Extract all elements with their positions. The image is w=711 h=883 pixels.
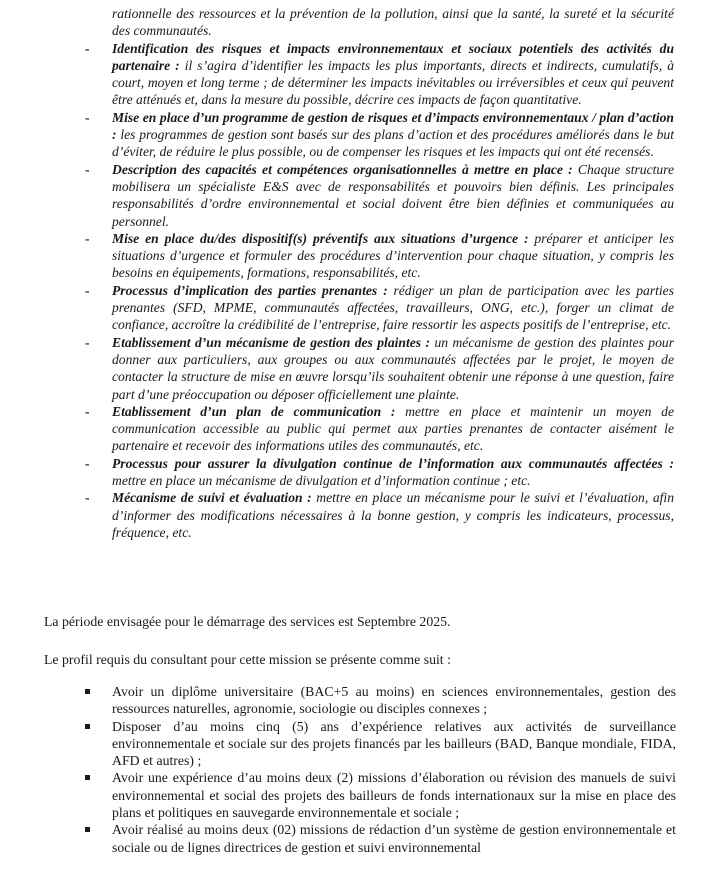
square-bullet-icon	[85, 724, 90, 729]
dash-item-title: Identification des risques et impacts environnementaux et sociaux potentiels des activités du partenaire :	[112, 40, 674, 73]
bullet-item-esms	[80, 821, 676, 856]
dash-item-text: les programmes de gestion sont basés sur des plans d’action et des procédures améliorés dans le but d’éviter, de réduire le plus possible, ou de compenser les risques et les impacts qui ont été recensés.	[112, 127, 674, 160]
bullet-item-text: Avoir un diplôme universitaire (BAC+5 au moins) en sciences environnementales, gestion des ressources naturelles, agronomie, sociologie ou disciples connexes ;	[112, 684, 676, 717]
bullet-item-text: Avoir réalisé au moins deux (02) missions de rédaction d’un système de gestion environnementale et sociale ou de lignes directrices de gestion et suivi environnemental	[112, 822, 676, 855]
dash-marker: -	[85, 282, 90, 298]
square-bullet-icon	[85, 775, 90, 780]
dash-item-title: Etablissement d’un mécanisme de gestion des plaintes :	[112, 334, 431, 350]
dash-marker: -	[85, 109, 90, 125]
dash-item-emergency	[82, 230, 674, 282]
dash-marker: -	[85, 490, 90, 506]
square-bullet-icon	[85, 827, 90, 832]
dash-item-text: un mécanisme de gestion des plaintes pour donner aux particuliers, aux groupes ou aux communautés affectées par le projet, le moyen de contacter la structure de mise en œuvre lorsqu’ils souhaitent obtenir une réponse à une question, faire part d’une préoccupation ou déposer officiellement une plainte.	[112, 334, 674, 402]
dash-marker: -	[85, 403, 90, 419]
dash-item-text: il s’agira d’identifier les impacts les plus importants, directs et indirects, cumulatifs, à court, moyen et long terme ; de déterminer les impacts inévitables ou irréversibles et ceux qui peuvent être atténués et, dans la mesure du possible, décrire ces impacts de façon quantitative.	[112, 57, 675, 108]
dash-marker: -	[85, 334, 90, 350]
dash-marker: -	[85, 161, 90, 177]
period-paragraph: La période envisagée pour le démarrage des services est Septembre 2025.	[44, 614, 451, 629]
dash-item-management-program	[82, 109, 674, 161]
dash-item-communication	[82, 403, 674, 455]
bullet-item-diploma	[80, 683, 676, 718]
bullet-item-manuals	[80, 769, 676, 821]
carryover-text: rationnelle des ressources et la prévention de la pollution, ainsi que la santé, la sureté et la sécurité des communautés.	[112, 6, 674, 39]
dash-marker: -	[85, 230, 90, 246]
bullet-item-experience	[80, 718, 676, 770]
dash-item-title: Etablissement d’un plan de communication :	[112, 403, 396, 419]
dash-item-text: préparer et anticiper les situations d’urgence et formuler des procédures d’intervention pour chaque situation, y compris les besoins en équipements, formations, responsabilités, etc.	[112, 230, 674, 281]
dash-item-stakeholders	[82, 282, 674, 334]
dash-item-text: rédiger un plan de participation avec les parties prenantes (SFD, MPME, communautés affectées, travailleurs, ONG, etc.), forger un climat de confiance, accroître la crédibilité de l’entreprise, faire ressortir les aspects positifs de l’entreprise, etc.	[112, 282, 675, 333]
dash-item-text: mettre en place et maintenir un moyen de communication accessible au public qui permet aux parties prenantes de contacter aisément le partenaire et recevoir des informations utiles des communautés, etc.	[112, 403, 674, 454]
dash-item-title: Processus pour assurer la divulgation continue de l’information aux communautés affectées :	[112, 455, 674, 471]
dash-item-title: Mise en place d’un programme de gestion de risques et d’impacts environnementaux / plan d’action :	[112, 109, 674, 143]
dash-item-text: mettre en place un mécanisme pour le suivi et l’évaluation, afin d’informer des modifications nécessaires à la bonne gestion, y compris les indicateurs, processus, fréquence, etc.	[112, 490, 674, 540]
dash-item-title: Description des capacités et compétences organisationnelles à mettre en place :	[112, 161, 573, 177]
dash-item-text: mettre en place un mécanisme de divulgation et d’information continue ; etc.	[112, 473, 531, 489]
dash-item-risk-identification	[82, 40, 674, 109]
dash-marker: -	[85, 455, 90, 471]
dash-item-text: Chaque structure mobilisera un spécialiste E&S avec de responsabilités et pouvoirs bien définis. Les principales responsabilités d’ordre environnemental et social doivent être bien définies et communiquées au personnel.	[112, 161, 674, 229]
dash-item-monitoring	[82, 489, 674, 541]
dash-item-capacities	[82, 161, 674, 230]
bullet-item-text: Avoir une expérience d’au moins deux (2) missions d’élaboration ou révision des manuels de suivi environnemental et social des projets des bailleurs de fonds internationaux sur la mise en place des plans et politiques en sauvegarde environnementale et sociale ;	[112, 770, 676, 821]
dash-item-title: Mise en place du/des dispositif(s) préventifs aux situations d’urgence :	[112, 230, 529, 246]
activities-dash-list	[82, 5, 674, 541]
dash-marker: -	[85, 40, 90, 56]
dash-item-grievance	[82, 334, 674, 403]
dash-item-disclosure	[82, 455, 674, 490]
dash-item-title: Processus d’implication des parties prenantes :	[112, 282, 388, 298]
square-bullet-icon	[85, 689, 90, 694]
dash-item-title: Mécanisme de suivi et évaluation :	[112, 490, 312, 506]
profile-bullet-list	[80, 683, 676, 856]
profile-intro: Le profil requis du consultant pour cette mission se présente comme suit :	[44, 652, 451, 667]
bullet-item-text: Disposer d’au moins cinq (5) ans d’expérience relatives aux activités de surveillance environnementale et sociale sur des projets financés par les bailleurs (BAD, Banque mondiale, FIDA, AFD et autres) ;	[112, 718, 676, 769]
